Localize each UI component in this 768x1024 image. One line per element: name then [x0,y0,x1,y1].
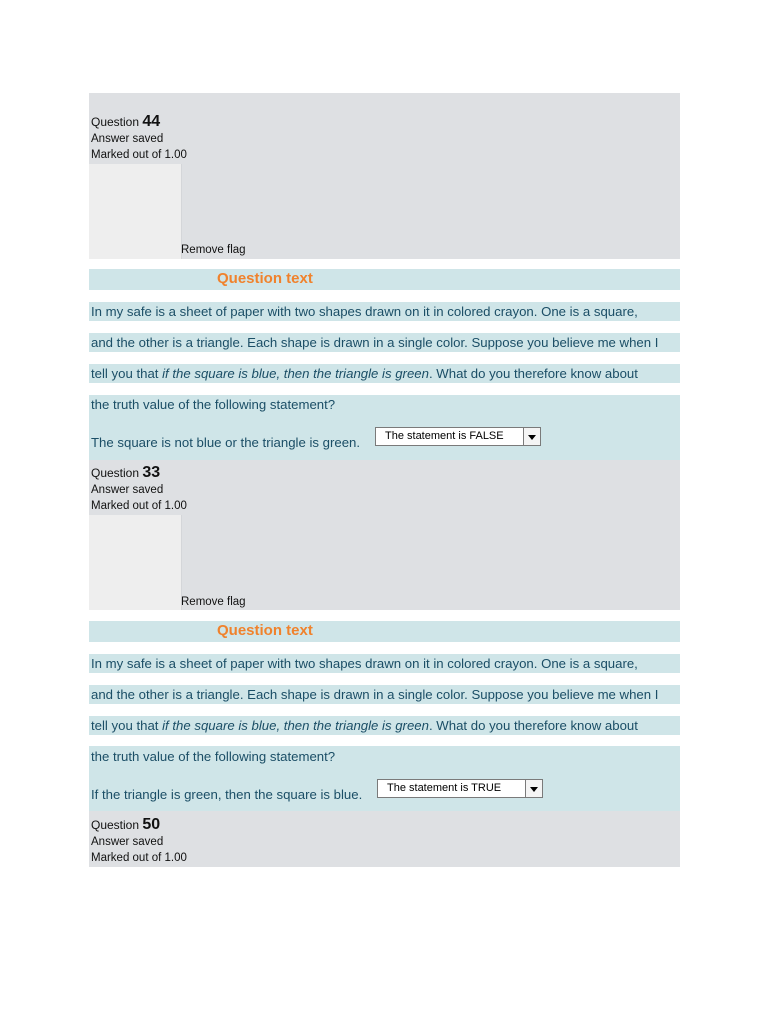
chevron-down-icon [530,787,538,792]
marked-out-of: Marked out of 1.00 [91,852,187,864]
question-line: and the other is a triangle. Each shape is drawn in a single color. Suppose you believe me when I [91,687,659,702]
line-text: . What do you therefore know about [428,366,638,381]
answer-state: Answer saved [91,484,164,496]
conditional-statement: if the square is blue, then the triangle is green [162,366,429,381]
answer-select-value: The statement is FALSE [385,430,504,442]
question-text-heading: Question text [217,622,313,639]
statement-prompt: The square is not blue or the triangle is green. [91,435,361,450]
answer-state: Answer saved [91,836,164,848]
answer-state: Answer saved [91,133,164,145]
marked-out-of: Marked out of 1.00 [91,149,187,161]
question-line: the truth value of the following statement? [91,397,336,412]
question-label: Question [91,466,140,480]
question-line [91,366,638,381]
question-number [91,816,160,834]
question-line: the truth value of the following statement? [91,749,336,764]
answer-select[interactable] [375,427,541,446]
question-line: In my safe is a sheet of paper with two shapes drawn on it in colored crayon. One is a square, [91,656,638,671]
question-number-value: 33 [142,464,161,481]
question-number [91,464,160,482]
statement-prompt: If the triangle is green, then the square is blue. [91,787,363,802]
marked-out-of: Marked out of 1.00 [91,500,187,512]
question-line: In my safe is a sheet of paper with two shapes drawn on it in colored crayon. One is a square, [91,304,638,319]
line-text: tell you that [91,718,163,733]
question-line: and the other is a triangle. Each shape is drawn in a single color. Suppose you believe me when I [91,335,659,350]
question-line [91,718,638,733]
conditional-statement: if the square is blue, then the triangle is green [162,718,429,733]
line-text: tell you that [91,366,163,381]
flag-area [89,515,182,610]
question-info-33 [89,460,680,610]
answer-select[interactable] [377,779,543,798]
question-info-44 [89,93,680,259]
answer-select-value: The statement is TRUE [387,782,502,794]
question-text-heading-bar [89,621,680,642]
question-label: Question [91,115,140,129]
question-info-50 [89,811,680,867]
question-number-value: 44 [142,113,161,130]
dropdown-button[interactable] [525,780,542,797]
line-text: . What do you therefore know about [428,718,638,733]
question-number [91,113,160,131]
remove-flag-link[interactable]: Remove flag [181,244,246,256]
question-label: Question [91,818,140,832]
flag-area [89,164,182,259]
dropdown-button[interactable] [523,428,540,445]
chevron-down-icon [528,435,536,440]
question-number-value: 50 [142,816,161,833]
question-text-heading: Question text [217,270,313,287]
remove-flag-link[interactable]: Remove flag [181,596,246,608]
question-text-heading-bar [89,269,680,290]
